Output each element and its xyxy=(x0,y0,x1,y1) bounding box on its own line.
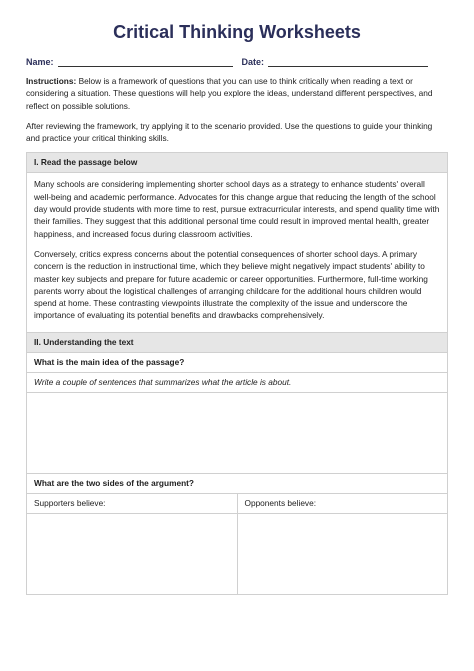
supporters-column xyxy=(27,494,237,594)
question-main-idea: What is the main idea of the passage? xyxy=(27,353,447,373)
section-heading-read-passage: I. Read the passage below xyxy=(27,153,447,173)
supporters-answer-area[interactable] xyxy=(27,514,237,594)
passage-paragraph-1: Many schools are considering implementing shorter school days as a strategy to enhance students' overall well-being and academic performance. Advocates for this change argue that reducing the length of the school day would provide students with more time to rest, pursue extracurricular interests, and spend quality time with their families. They suggest that this additional personal time could result in improved mental health, greater happiness, and increased focus during classroom activities. xyxy=(34,179,440,239)
date-label: Date: xyxy=(241,57,265,67)
section-read-passage xyxy=(26,152,448,332)
opponents-answer-area[interactable] xyxy=(238,514,448,594)
page-title: Critical Thinking Worksheets xyxy=(113,22,361,42)
main-idea-hint: Write a couple of sentences that summarizes what the article is about. xyxy=(27,373,447,393)
name-label: Name: xyxy=(26,57,54,67)
intro-text xyxy=(26,75,448,144)
opponents-label: Opponents believe: xyxy=(238,494,448,514)
instructions-label: Instructions: xyxy=(26,76,77,86)
passage-paragraph-2: Conversely, critics express concerns about the potential consequences of shorter school days. A primary concern is the reduction in instructional time, which they believe might negatively impact students' ability to master key subjects and prepare for future academic or career opportunities. Furthermore, full-time working parents worry about the logistical challenges of arranging childcare for the additional hours children would spend at home. These contrasting viewpoints illustrate the complexity of the issue and underscore the importance of evaluating its potential benefits and drawbacks comprehensively. xyxy=(34,248,428,321)
main-idea-answer-area[interactable] xyxy=(27,393,447,474)
after-review-paragraph: After reviewing the framework, try applying it to the scenario provided. Use the questions to guide your thinking and practice your critical thinking skills. xyxy=(26,120,433,144)
section-understanding xyxy=(26,333,448,595)
instructions-paragraph xyxy=(26,75,448,112)
section-heading-understanding: II. Understanding the text xyxy=(27,333,447,353)
question-two-sides: What are the two sides of the argument? xyxy=(27,474,447,494)
date-field[interactable] xyxy=(268,57,428,67)
name-date-row xyxy=(26,56,448,68)
passage-text xyxy=(27,173,447,331)
supporters-label: Supporters believe: xyxy=(27,494,237,514)
instructions-text: Below is a framework of questions that you can use to think critically when reading a text or considering a situation. These questions will help you explore the ideas, understand different perspectives, and reflect on possible solutions. xyxy=(26,76,433,111)
name-field[interactable] xyxy=(58,57,233,67)
two-sides-table xyxy=(27,494,447,594)
opponents-column xyxy=(237,494,448,594)
